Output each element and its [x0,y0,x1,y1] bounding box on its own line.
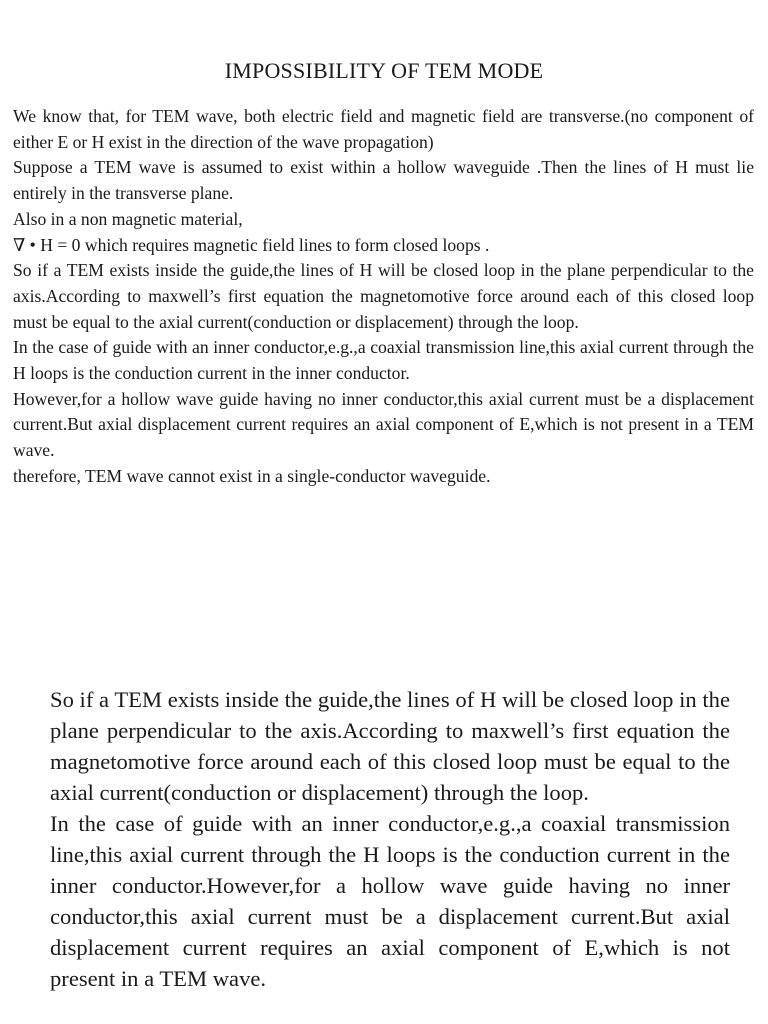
paragraph-divergence-equation: ∇ • H = 0 which requires magnetic field lines to form closed loops . [13,234,490,255]
paragraph-non-magnetic: Also in a non magnetic material, [13,208,243,229]
bottom-paragraph-inner-conductor: In the case of guide with an inner conductor,e.g.,a coaxial transmission line,this axial current through the H loops is the conduction current in the inner conductor.However,for a hollow wave guide having no inner conductor,this axial current must be a displacement current.But axial displacement current requires an axial component of E,which is not present in a TEM wave. [50,811,730,991]
paragraph-displacement-current: However,for a hollow wave guide having no inner conductor,this axial current must be a displacement current.But axial displacement current requires an axial component of E,which is not present in a TEM wave. [13,388,754,461]
bottom-text-block [50,684,730,994]
bottom-paragraph-closed-loops: So if a TEM exists inside the guide,the lines of H will be closed loop in the plane perpendicular to the axis.According to maxwell’s first equation the magnetomotive force around each of this closed loop must be equal to the axial current(conduction or displacement) through the loop. [50,687,730,805]
paragraph-hollow-waveguide: Suppose a TEM wave is assumed to exist within a hollow waveguide .Then the lines of H must lie entirely in the transverse plane. [13,157,754,204]
page-title: IMPOSSIBILITY OF TEM MODE [224,58,544,83]
paragraph-inner-conductor: In the case of guide with an inner conductor,e.g.,a coaxial transmission line,this axial current through the H loops is the conduction current in the inner conductor. [13,337,754,384]
paragraph-conclusion: therefore, TEM wave cannot exist in a single-conductor waveguide. [13,465,491,486]
top-text-block [13,104,754,490]
paragraph-tem-definition: We know that, for TEM wave, both electric field and magnetic field are transverse.(no component of either E or H exist in the direction of the wave propagation) [13,106,754,152]
paragraph-closed-loops: So if a TEM exists inside the guide,the lines of H will be closed loop in the plane perpendicular to the axis.According to maxwell’s first equation the magnetomotive force around each of this closed loop must be equal to the axial current(conduction or displacement) through the loop. [13,260,754,332]
